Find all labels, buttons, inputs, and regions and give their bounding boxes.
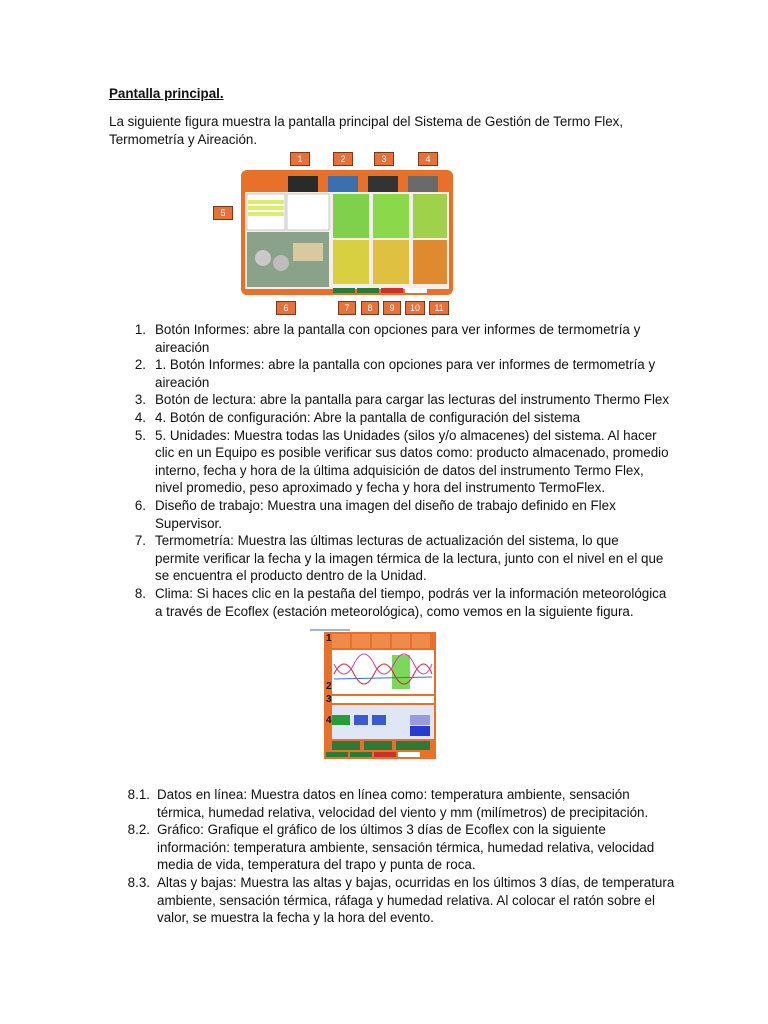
list-item-text: Botón de lectura: abre la pantalla para cargar las lecturas del instrumento Thermo Flex [155, 392, 670, 408]
list-item-text: Supervisor. [155, 515, 222, 531]
list-item-text: a través de Ecoflex (estación meteorológica), como vemos en la siguiente figura. [155, 603, 634, 619]
weather-section-3: 3 [326, 694, 332, 705]
list-item-number: 8.3. [127, 875, 150, 890]
intro-line-2: Termometría y Aireación. [109, 132, 258, 147]
list-item-number: 8.1. [127, 787, 150, 802]
list-item-text: Altas y bajas: Muestra las altas y bajas, ocurridas en los últimos 3 días, de temperatura [157, 875, 675, 890]
list-item-text: aireación [155, 339, 210, 355]
list-item-number: 8. [134, 586, 146, 601]
list-item-text: Termometría: Muestra las últimas lecturas de actualización del sistema, lo que [155, 533, 619, 549]
list-item-text: interno, fecha y hora de la última adquisición de datos del instrumento Termo Flex, [155, 462, 644, 478]
list-item-number: 4. [134, 410, 146, 425]
list-item-text: Botón Informes: abre la pantalla con opciones para ver informes de termometría y [155, 322, 641, 337]
list-item-text: se encuentra el producto dentro de la Unidad. [155, 568, 427, 584]
main-screen-figure [193, 148, 453, 313]
callout-7: 7 [338, 301, 356, 315]
callout-11: 11 [429, 301, 449, 315]
callout-8: 8 [361, 301, 379, 315]
callout-4: 4 [418, 152, 438, 166]
list-item-number: 1. [134, 322, 146, 337]
list-item-text: térmica, humedad relativa, velocidad del viento y mm (milímetros) de precipitación. [157, 804, 649, 820]
list-item-text: Diseño de trabajo: Muestra una imagen del diseño de trabajo definido en Flex [155, 498, 616, 513]
callout-5: 5 [213, 206, 233, 220]
list-item-text: 5. Unidades: Muestra todas las Unidades (silos y/o almacenes) del sistema. Al hacer [155, 427, 657, 443]
callout-10: 10 [405, 301, 425, 315]
weather-section-1: 1 [326, 633, 332, 644]
list-item-number: 2. [134, 357, 146, 373]
callout-3: 3 [374, 152, 394, 166]
list-item-number: 6. [134, 498, 146, 513]
list-item-text: Clima: Si haces clic en la pestaña del tiempo, podrás ver la información meteorológica [155, 586, 667, 601]
list-item-number: 7. [134, 533, 146, 549]
callout-1: 1 [290, 152, 310, 166]
list-item-text: permite verificar la fecha y la imagen térmica de la lectura, junto con el nivel en el que [155, 550, 664, 566]
list-item-text: valor, se muestra la fecha y la hora del evento. [157, 910, 434, 926]
intro-line-1: La siguiente figura muestra la pantalla principal del Sistema de Gestión de Termo Flex, [109, 114, 624, 129]
weather-screen-figure [310, 629, 438, 764]
list-item-text: 4. Botón de configuración: Abre la pantalla de configuración del sistema [155, 410, 581, 425]
list-item-text: información: temperatura ambiente, sensación térmica, humedad relativa, velocidad [157, 839, 655, 855]
list-item-text: nivel promedio, peso aproximado y fecha y hora del instrumento TermoFlex. [155, 480, 606, 496]
callout-6: 6 [276, 301, 296, 315]
weather-section-4: 4 [326, 715, 332, 726]
list-item-text: media de vida, temperatura del trapo y punta de roca. [157, 857, 476, 873]
list-item-number: 5. [134, 427, 146, 443]
list-item-number: 3. [134, 392, 146, 408]
callout-9: 9 [383, 301, 401, 315]
list-item-text: aireación [155, 374, 210, 390]
weather-section-2: 2 [326, 681, 332, 692]
list-item-text: 1. Botón Informes: abre la pantalla con opciones para ver informes de termometría y [155, 357, 656, 373]
callout-2: 2 [333, 152, 353, 166]
list-item-text: Gráfico: Grafique el gráfico de los últimos 3 días de Ecoflex con la siguiente [157, 822, 606, 838]
main-screen-image [193, 148, 453, 313]
list-item-text: Datos en línea: Muestra datos en línea como: temperatura ambiente, sensación [157, 787, 630, 802]
list-item-text: clic en un Equipo es posible verificar sus datos como: producto almacenado, promedio [155, 445, 669, 461]
list-item-number: 8.2. [127, 822, 150, 838]
section-heading: Pantalla principal. [109, 86, 224, 101]
list-item-text: ambiente, sensación térmica, ráfaga y humedad relativa. Al colocar el ratón sobre el [157, 892, 655, 908]
